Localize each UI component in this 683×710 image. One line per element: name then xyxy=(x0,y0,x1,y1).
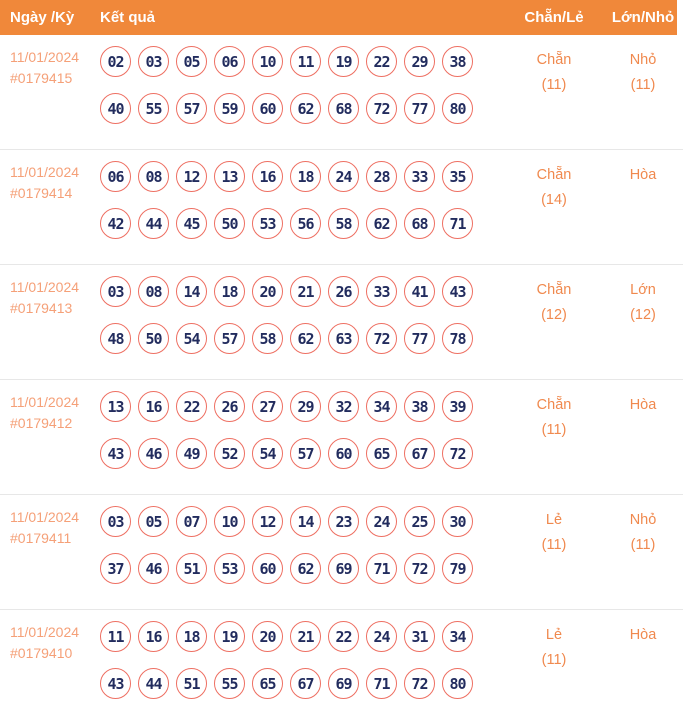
big-small-value: Hòa xyxy=(629,167,657,183)
result-row xyxy=(0,380,683,495)
keno-number-ball: 03 xyxy=(100,506,131,537)
keno-number-ball: 51 xyxy=(176,668,207,699)
keno-number-ball: 57 xyxy=(214,323,245,354)
big-small-cell xyxy=(610,150,676,264)
keno-number-ball: 29 xyxy=(404,46,435,77)
keno-number-ball: 59 xyxy=(214,93,245,124)
keno-number-ball: 28 xyxy=(366,161,397,192)
keno-number-ball: 21 xyxy=(290,276,321,307)
draw-date-cell xyxy=(0,35,100,149)
keno-number-ball: 68 xyxy=(404,208,435,239)
numbers-line-2 xyxy=(100,438,498,469)
keno-number-ball: 38 xyxy=(404,391,435,422)
draw-date-cell xyxy=(0,495,100,609)
result-numbers-cell xyxy=(100,610,498,710)
keno-number-ball: 60 xyxy=(252,93,283,124)
keno-number-ball: 41 xyxy=(404,276,435,307)
result-row xyxy=(0,610,683,710)
keno-number-ball: 71 xyxy=(366,553,397,584)
keno-number-ball: 53 xyxy=(214,553,245,584)
keno-number-ball: 19 xyxy=(328,46,359,77)
numbers-line-1 xyxy=(100,506,498,537)
even-odd-cell xyxy=(498,495,610,609)
keno-number-ball: 56 xyxy=(290,208,321,239)
even-odd-count: (11) xyxy=(541,537,567,553)
keno-number-ball: 06 xyxy=(100,161,131,192)
keno-number-ball: 46 xyxy=(138,553,169,584)
keno-number-ball: 54 xyxy=(252,438,283,469)
result-row xyxy=(0,265,683,380)
keno-number-ball: 53 xyxy=(252,208,283,239)
numbers-line-2 xyxy=(100,668,498,699)
draw-id: #0179412 xyxy=(10,415,73,431)
keno-number-ball: 67 xyxy=(290,668,321,699)
keno-number-ball: 72 xyxy=(442,438,473,469)
keno-number-ball: 27 xyxy=(252,391,283,422)
keno-number-ball: 52 xyxy=(214,438,245,469)
result-row xyxy=(0,150,683,265)
keno-number-ball: 44 xyxy=(138,208,169,239)
big-small-count: (12) xyxy=(630,307,656,323)
keno-number-ball: 11 xyxy=(290,46,321,77)
even-odd-count: (11) xyxy=(541,422,567,438)
even-odd-value: Chẵn xyxy=(536,52,572,68)
keno-number-ball: 69 xyxy=(328,553,359,584)
keno-number-ball: 32 xyxy=(328,391,359,422)
keno-number-ball: 18 xyxy=(176,621,207,652)
even-odd-cell xyxy=(498,380,610,494)
draw-date: 11/01/2024 xyxy=(10,394,80,410)
keno-number-ball: 62 xyxy=(290,553,321,584)
numbers-line-1 xyxy=(100,391,498,422)
keno-number-ball: 48 xyxy=(100,323,131,354)
keno-number-ball: 43 xyxy=(100,438,131,469)
keno-number-ball: 63 xyxy=(328,323,359,354)
big-small-value: Nhỏ xyxy=(629,52,657,68)
keno-number-ball: 39 xyxy=(442,391,473,422)
keno-number-ball: 02 xyxy=(100,46,131,77)
numbers-line-2 xyxy=(100,323,498,354)
keno-number-ball: 07 xyxy=(176,506,207,537)
draw-date: 11/01/2024 xyxy=(10,509,80,525)
even-odd-cell xyxy=(498,265,610,379)
keno-number-ball: 29 xyxy=(290,391,321,422)
keno-number-ball: 71 xyxy=(442,208,473,239)
big-small-value: Hòa xyxy=(629,627,657,643)
keno-number-ball: 34 xyxy=(442,621,473,652)
keno-number-ball: 31 xyxy=(404,621,435,652)
keno-number-ball: 18 xyxy=(214,276,245,307)
big-small-value: Nhỏ xyxy=(629,512,657,528)
header-col-date: Ngày /Kỳ xyxy=(10,9,75,26)
result-numbers-cell xyxy=(100,150,498,264)
keno-number-ball: 03 xyxy=(100,276,131,307)
keno-number-ball: 42 xyxy=(100,208,131,239)
result-numbers-cell xyxy=(100,35,498,149)
keno-number-ball: 11 xyxy=(100,621,131,652)
even-odd-value: Chẵn xyxy=(536,282,572,298)
keno-number-ball: 54 xyxy=(176,323,207,354)
result-row xyxy=(0,35,683,150)
even-odd-value: Lẻ xyxy=(545,627,563,643)
even-odd-cell xyxy=(498,610,610,710)
keno-number-ball: 08 xyxy=(138,161,169,192)
even-odd-value: Chẵn xyxy=(536,397,572,413)
numbers-line-1 xyxy=(100,161,498,192)
even-odd-count: (11) xyxy=(541,77,567,93)
numbers-line-1 xyxy=(100,276,498,307)
keno-number-ball: 62 xyxy=(366,208,397,239)
keno-number-ball: 12 xyxy=(252,506,283,537)
keno-number-ball: 68 xyxy=(328,93,359,124)
keno-number-ball: 80 xyxy=(442,93,473,124)
even-odd-cell xyxy=(498,35,610,149)
keno-number-ball: 38 xyxy=(442,46,473,77)
keno-number-ball: 72 xyxy=(366,323,397,354)
big-small-cell xyxy=(610,610,676,710)
keno-number-ball: 26 xyxy=(214,391,245,422)
keno-number-ball: 60 xyxy=(252,553,283,584)
keno-number-ball: 24 xyxy=(366,506,397,537)
header-col-even-odd: Chẵn/Lẻ xyxy=(524,9,584,26)
keno-number-ball: 55 xyxy=(214,668,245,699)
even-odd-count: (12) xyxy=(541,307,567,323)
big-small-value: Lớn xyxy=(630,282,656,298)
keno-number-ball: 37 xyxy=(100,553,131,584)
keno-number-ball: 65 xyxy=(366,438,397,469)
draw-id: #0179411 xyxy=(10,530,72,546)
keno-number-ball: 24 xyxy=(366,621,397,652)
keno-number-ball: 78 xyxy=(442,323,473,354)
draw-id: #0179414 xyxy=(10,185,73,201)
keno-number-ball: 40 xyxy=(100,93,131,124)
draw-id: #0179410 xyxy=(10,645,73,661)
keno-number-ball: 16 xyxy=(138,391,169,422)
header-col-result: Kết quả xyxy=(100,9,156,26)
keno-number-ball: 62 xyxy=(290,93,321,124)
big-small-cell xyxy=(610,265,676,379)
keno-number-ball: 72 xyxy=(404,668,435,699)
even-odd-count: (14) xyxy=(541,192,567,208)
keno-number-ball: 65 xyxy=(252,668,283,699)
keno-number-ball: 22 xyxy=(176,391,207,422)
draw-date: 11/01/2024 xyxy=(10,49,80,65)
big-small-cell xyxy=(610,495,676,609)
keno-number-ball: 51 xyxy=(176,553,207,584)
draw-date-cell xyxy=(0,380,100,494)
keno-number-ball: 72 xyxy=(366,93,397,124)
even-odd-count: (11) xyxy=(541,652,567,668)
keno-number-ball: 22 xyxy=(328,621,359,652)
numbers-line-2 xyxy=(100,208,498,239)
keno-number-ball: 20 xyxy=(252,276,283,307)
result-numbers-cell xyxy=(100,380,498,494)
keno-number-ball: 19 xyxy=(214,621,245,652)
big-small-value: Hòa xyxy=(629,397,657,413)
keno-number-ball: 25 xyxy=(404,506,435,537)
keno-number-ball: 50 xyxy=(138,323,169,354)
keno-number-ball: 57 xyxy=(176,93,207,124)
even-odd-value: Chẵn xyxy=(536,167,572,183)
keno-number-ball: 05 xyxy=(138,506,169,537)
keno-number-ball: 30 xyxy=(442,506,473,537)
keno-number-ball: 67 xyxy=(404,438,435,469)
keno-number-ball: 58 xyxy=(328,208,359,239)
keno-number-ball: 33 xyxy=(404,161,435,192)
keno-number-ball: 79 xyxy=(442,553,473,584)
keno-number-ball: 33 xyxy=(366,276,397,307)
keno-number-ball: 26 xyxy=(328,276,359,307)
keno-number-ball: 21 xyxy=(290,621,321,652)
keno-number-ball: 43 xyxy=(100,668,131,699)
keno-number-ball: 06 xyxy=(214,46,245,77)
keno-number-ball: 14 xyxy=(176,276,207,307)
keno-number-ball: 10 xyxy=(252,46,283,77)
big-small-count: (11) xyxy=(630,77,656,93)
even-odd-cell xyxy=(498,150,610,264)
keno-number-ball: 69 xyxy=(328,668,359,699)
draw-date-cell xyxy=(0,610,100,710)
keno-number-ball: 57 xyxy=(290,438,321,469)
keno-number-ball: 50 xyxy=(214,208,245,239)
keno-number-ball: 35 xyxy=(442,161,473,192)
even-odd-value: Lẻ xyxy=(545,512,563,528)
draw-date-cell xyxy=(0,265,100,379)
keno-number-ball: 80 xyxy=(442,668,473,699)
keno-number-ball: 49 xyxy=(176,438,207,469)
draw-date: 11/01/2024 xyxy=(10,279,80,295)
draw-date: 11/01/2024 xyxy=(10,164,80,180)
keno-number-ball: 03 xyxy=(138,46,169,77)
keno-number-ball: 58 xyxy=(252,323,283,354)
numbers-line-2 xyxy=(100,553,498,584)
big-small-cell xyxy=(610,380,676,494)
keno-number-ball: 16 xyxy=(138,621,169,652)
keno-number-ball: 14 xyxy=(290,506,321,537)
result-numbers-cell xyxy=(100,495,498,609)
keno-number-ball: 23 xyxy=(328,506,359,537)
big-small-count: (11) xyxy=(630,537,656,553)
keno-number-ball: 71 xyxy=(366,668,397,699)
results-table-body xyxy=(0,35,683,710)
keno-number-ball: 12 xyxy=(176,161,207,192)
keno-number-ball: 05 xyxy=(176,46,207,77)
keno-number-ball: 20 xyxy=(252,621,283,652)
keno-number-ball: 60 xyxy=(328,438,359,469)
keno-number-ball: 08 xyxy=(138,276,169,307)
draw-date-cell xyxy=(0,150,100,264)
keno-number-ball: 77 xyxy=(404,323,435,354)
keno-number-ball: 22 xyxy=(366,46,397,77)
keno-number-ball: 72 xyxy=(404,553,435,584)
keno-number-ball: 24 xyxy=(328,161,359,192)
draw-id: #0179413 xyxy=(10,300,73,316)
keno-number-ball: 45 xyxy=(176,208,207,239)
result-row xyxy=(0,495,683,610)
draw-date: 11/01/2024 xyxy=(10,624,80,640)
keno-number-ball: 44 xyxy=(138,668,169,699)
header-col-big-small: Lớn/Nhỏ xyxy=(611,9,675,26)
numbers-line-1 xyxy=(100,621,498,652)
keno-number-ball: 43 xyxy=(442,276,473,307)
keno-number-ball: 55 xyxy=(138,93,169,124)
keno-number-ball: 13 xyxy=(214,161,245,192)
keno-number-ball: 16 xyxy=(252,161,283,192)
big-small-cell xyxy=(610,35,676,149)
results-table-header xyxy=(0,0,677,35)
keno-number-ball: 18 xyxy=(290,161,321,192)
keno-number-ball: 13 xyxy=(100,391,131,422)
keno-number-ball: 34 xyxy=(366,391,397,422)
keno-number-ball: 10 xyxy=(214,506,245,537)
result-numbers-cell xyxy=(100,265,498,379)
keno-number-ball: 62 xyxy=(290,323,321,354)
numbers-line-2 xyxy=(100,93,498,124)
draw-id: #0179415 xyxy=(10,70,73,86)
keno-number-ball: 46 xyxy=(138,438,169,469)
keno-number-ball: 77 xyxy=(404,93,435,124)
numbers-line-1 xyxy=(100,46,498,77)
